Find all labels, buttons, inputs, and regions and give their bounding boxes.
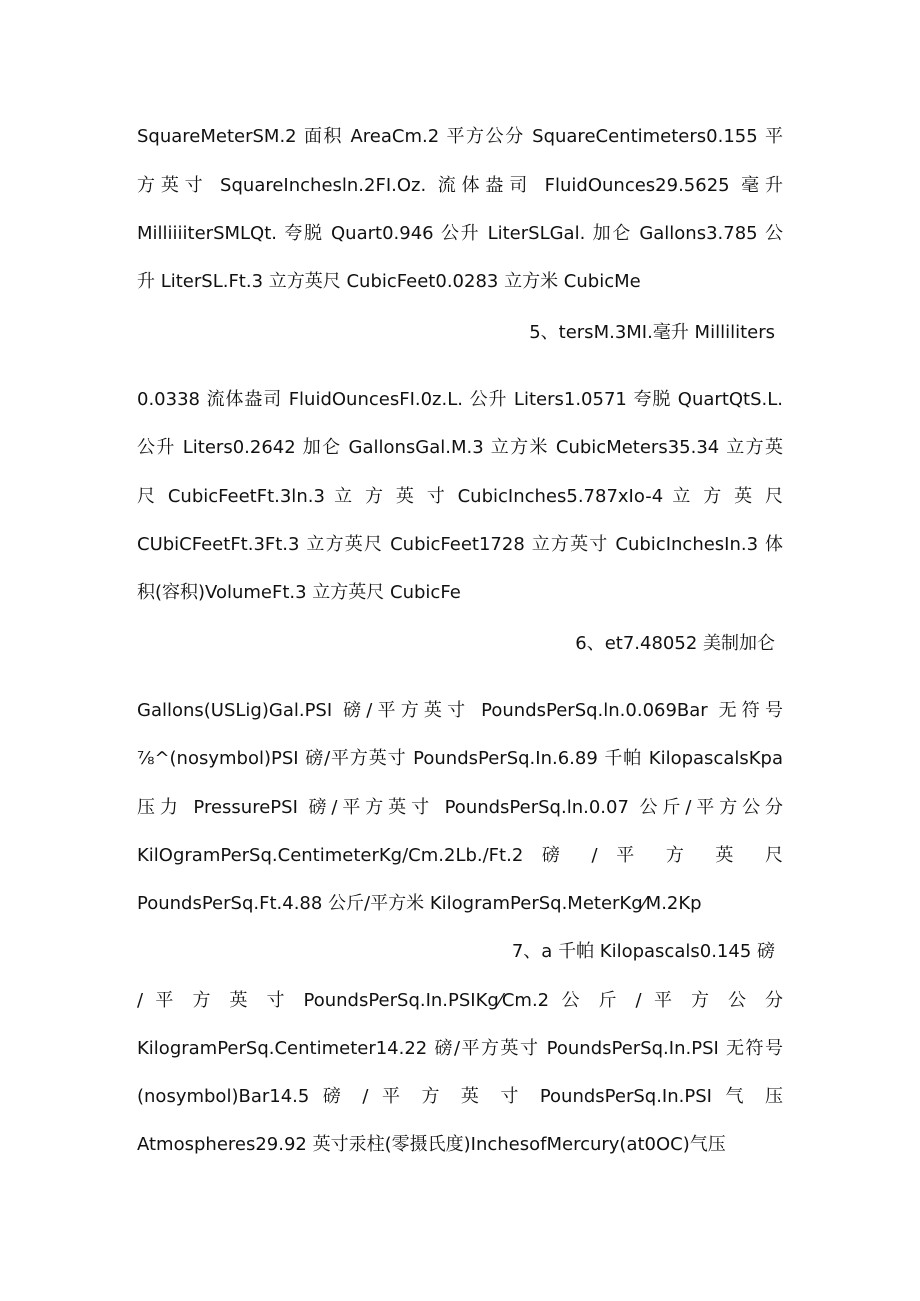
text-line: 0.0338 流体盎司 FluidOuncesFI.0z.L. 公升 Liters1.0571 夸脱 QuartQtS.L. (137, 389, 783, 410)
text-line: 积(容积)VolumeFt.3 立方英尺 CubicFe (137, 582, 461, 603)
text-line: KilOgramPerSq.CentimeterKg/Cm.2Lb./Ft.2 磅 / 平 方 英 尺 (137, 845, 783, 866)
section-marker-line: 7、a 千帕 Kilopascals0.145 磅 (511, 941, 775, 962)
text-line: Gallons(USLig)Gal.PSI 磅/平方英寸 PoundsPerSq.ln.0.069Bar 无符号 (137, 700, 783, 721)
text-line: MilliiiiterSMLQt. 夸脱 Quart0.946 公升 LiterSLGal. 加仑 Gallons3.785 公 (137, 223, 783, 244)
text-line: 公升 Liters0.2642 加仑 GallonsGal.M.3 立方米 CubicMeters35.34 立方英 (137, 437, 783, 458)
text-line: Atmospheres29.92 英寸汞柱(零摄氏度)InchesofMercury(at0OC)气压 (137, 1134, 726, 1155)
text-line: SquareMeterSM.2 面积 AreaCm.2 平方公分 SquareCentimeters0.155 平 (137, 126, 783, 147)
section-marker-line: 5、tersM.3MI.毫升 Milliliters (529, 322, 775, 343)
text-line: KilogramPerSq.Centimeter14.22 磅/平方英寸 PoundsPerSq.In.PSI 无符号 (137, 1038, 783, 1059)
text-line: 尺 CubicFeetFt.3ln.3 立 方 英 寸 CubicInches5.787xIo-4 立 方 英 尺 (137, 486, 783, 507)
text-line: / 平 方 英 寸 PoundsPerSq.In.PSIKg⁄Cm.2 公 斤 / 平 方 公 分 (137, 990, 783, 1011)
section-marker-line: 6、et7.48052 美制加仑 (575, 633, 775, 654)
text-line: 压力 PressurePSI 磅/平方英寸 PoundsPerSq.ln.0.07 公斤/平方公分 (137, 797, 783, 818)
text-line: ⅞^(nosymbol)PSI 磅/平方英寸 PoundsPerSq.In.6.89 千帕 KilopascalsKpa (137, 748, 783, 769)
text-line: PoundsPerSq.Ft.4.88 公斤/平方米 KilogramPerSq.MeterKg⁄M.2Kp (137, 893, 702, 914)
text-line: 方英寸 SquareInchesln.2FI.Oz. 流体盎司 FluidOunces29.5625 毫升 (137, 175, 783, 196)
text-line: 升 LiterSL.Ft.3 立方英尺 CubicFeet0.0283 立方米 CubicMe (137, 271, 641, 292)
text-line: CUbiCFeetFt.3Ft.3 立方英尺 CubicFeet1728 立方英寸 CubicInchesIn.3 体 (137, 534, 783, 555)
text-line: (nosymbol)Bar14.5 磅 / 平 方 英 寸 PoundsPerSq.In.PSI 气 压 (137, 1086, 783, 1107)
